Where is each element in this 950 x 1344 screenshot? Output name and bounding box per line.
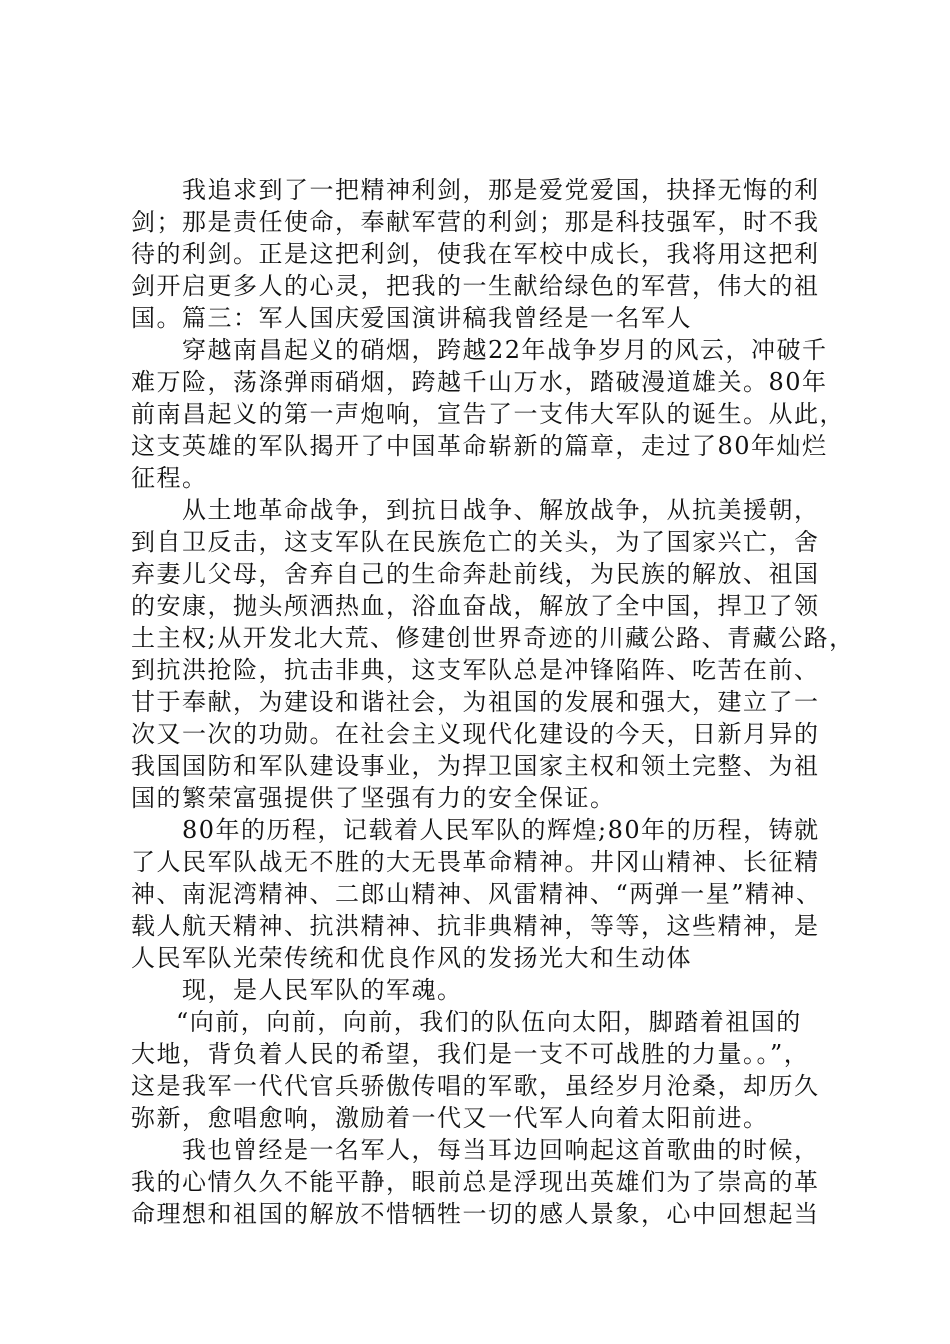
text-line: 穿越南昌起义的硝烟，跨越22年战争岁月的风云，冲破千 (182, 336, 828, 364)
text-line: 征程。 (131, 464, 208, 492)
text-line: 剑开启更多人的心灵，把我的一生献给绿色的军营，伟大的祖 (131, 272, 820, 300)
text-line: 前南昌起义的第一声炮响，宣告了一支伟大军队的诞生。从此， (131, 400, 845, 428)
text-line: “向前，向前，向前，我们的队伍向太阳，脚踏着祖国的 (176, 1008, 802, 1036)
paragraph (131, 334, 845, 494)
text-line: 从土地革命战争，到抗日战争、解放战争，从抗美援朝， (182, 496, 820, 524)
text-line: 次又一次的功勋。在社会主义现代化建设的今天，日新月异的 (131, 720, 820, 748)
text-line: 神、南泥湾精神、二郎山精神、风雷精神、“两弹一星”精神、 (131, 880, 822, 908)
paragraph (131, 814, 831, 974)
text-line: 大地，背负着人民的希望，我们是一支不可战胜的力量。。”， (131, 1040, 810, 1068)
text-line: 土主权;从开发北大荒、修建创世界奇迹的川藏公路、青藏公路， (131, 624, 855, 652)
text-line: 人民军队光荣传统和优良作风的发扬光大和生动体 (131, 944, 692, 972)
text-line: 待的利剑。正是这把利剑，使我在军校中成长，我将用这把利 (131, 240, 820, 268)
text-line: 命理想和祖国的解放不惜牺牲一切的感人景象，心中回想起当 (131, 1200, 820, 1228)
paragraph (131, 494, 855, 814)
text-line: 甘于奉献，为建设和谐社会，为祖国的发展和强大，建立了一 (131, 688, 820, 716)
text-line: 我的心情久久不能平静，眼前总是浮现出英雄们为了崇高的革 (131, 1168, 820, 1196)
text-line: 弥新，愈唱愈响，激励着一代又一代军人向着太阳前进。 (131, 1104, 769, 1132)
text-line: 弃妻儿父母，舍弃自己的生命奔赴前线，为民族的解放、祖国 (131, 560, 820, 588)
text-line: 这支英雄的军队揭开了中国革命崭新的篇章，走过了80年灿烂 (131, 432, 828, 460)
text-line: 的安康，抛头颅洒热血，浴血奋战，解放了全中国，捍卫了领 (131, 592, 820, 620)
text-line: 80年的历程，记载着人民军队的辉煌;80年的历程，铸就 (182, 816, 820, 844)
text-line: 这是我军一代代官兵骄傲传唱的军歌，虽经岁月沧桑，却历久 (131, 1072, 820, 1100)
paragraph (131, 174, 831, 334)
text-line: 我也曾经是一名军人，每当耳边回响起这首歌曲的时候， (182, 1136, 820, 1164)
text-line: 我国国防和军队建设事业，为捍卫国家主权和领土完整、为祖 (131, 752, 820, 780)
text-line: 剑；那是责任使命，奉献军营的利剑；那是科技强军，时不我 (131, 208, 820, 236)
text-line: 到抗洪抢险，抗击非典，这支军队总是冲锋陷阵、吃苦在前、 (131, 656, 820, 684)
text-line: 到自卫反击，这支军队在民族危亡的关头，为了国家兴亡，舍 (131, 528, 820, 556)
text-line: 了人民军队战无不胜的大无畏革命精神。井冈山精神、长征精 (131, 848, 820, 876)
text-line: 现，是人民军队的军魂。 (182, 976, 463, 1004)
paragraph (131, 1134, 831, 1230)
document-body (131, 174, 855, 1230)
text-line: 载人航天精神、抗洪精神、抗非典精神，等等，这些精神，是 (131, 912, 820, 940)
text-line: 国。篇三：军人国庆爱国演讲稿我曾经是一名军人 (131, 304, 692, 332)
text-line: 我追求到了一把精神利剑，那是爱党爱国，抉择无悔的利 (182, 176, 820, 204)
text-line: 难万险，荡涤弹雨硝烟，跨越千山万水，踏破漫道雄关。80年 (131, 368, 828, 396)
text-line: 国的繁荣富强提供了坚强有力的安全保证。 (131, 784, 616, 812)
paragraph (131, 1006, 831, 1134)
paragraph (131, 974, 831, 1006)
